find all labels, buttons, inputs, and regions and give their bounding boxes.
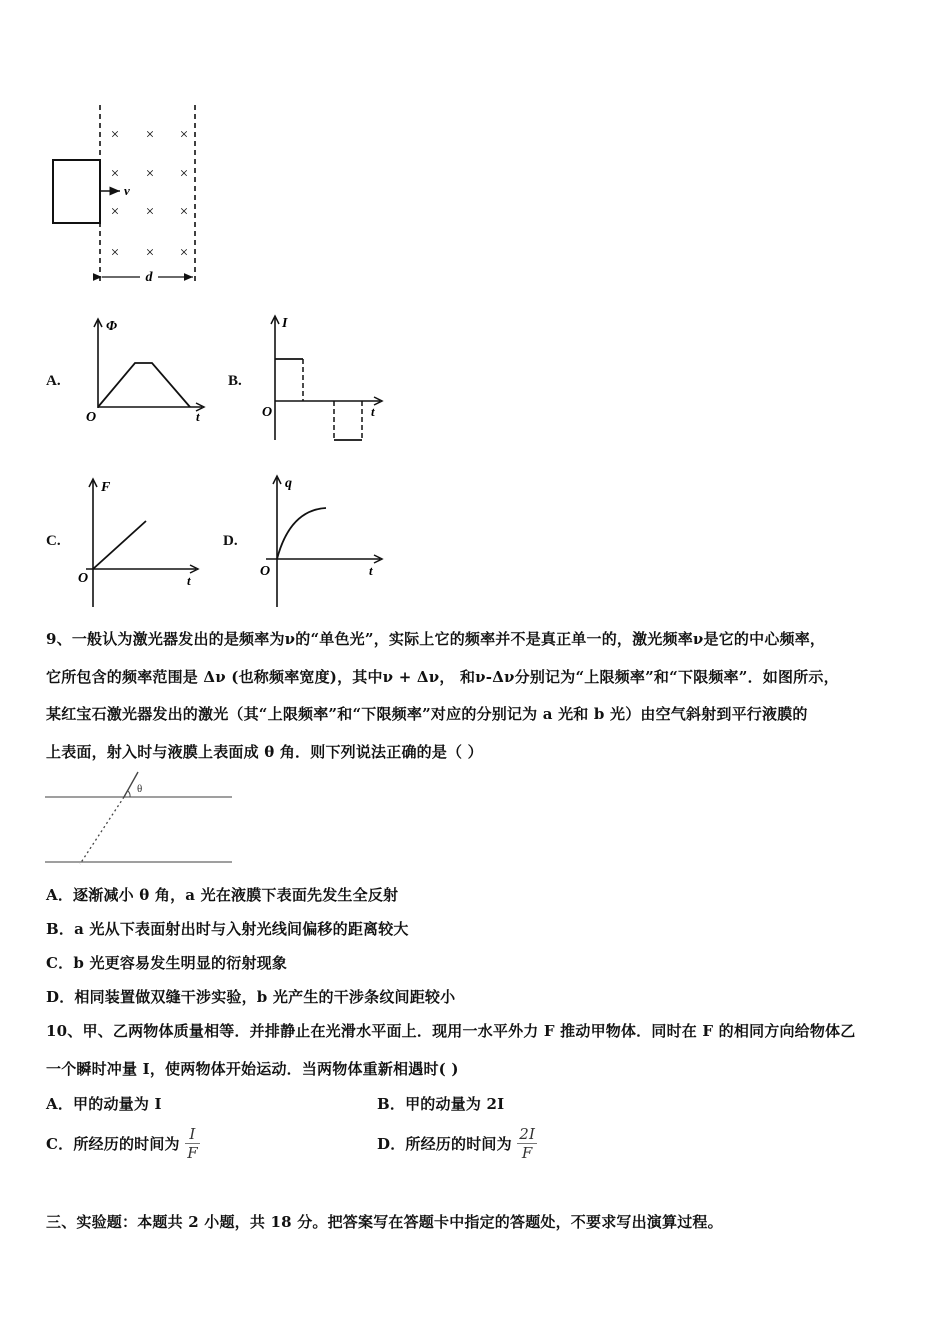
fraction-denominator: F xyxy=(187,1144,198,1162)
origin-label: O xyxy=(262,405,273,420)
field-mark: × xyxy=(110,127,120,143)
section-3-heading: 三、实验题：本题共 2 小题，共 18 分。把答案写在答题卡中指定的答题处，不要求写出演算过程。 xyxy=(46,1213,723,1231)
q10-option-a: A．甲的动量为 I xyxy=(46,1095,162,1113)
option-d-label: D. xyxy=(223,533,238,549)
q10-option-d xyxy=(377,1125,537,1162)
q9-line-2: 它所包含的频率范围是 Δν (也称频率宽度)，其中ν + Δν， 和ν-Δν分别记为“上限频率”和“下限频率”．如图所示， xyxy=(46,668,839,686)
fraction-2i-over-f xyxy=(517,1125,537,1162)
y-axis-label: I xyxy=(282,316,288,331)
q10-option-c-text: C．所经历的时间为 xyxy=(46,1135,180,1153)
q9-line-1: 9、一般认为激光器发出的是频率为ν的“单色光”，实际上它的频率并不是真正单一的，激光频率ν是它的中心频率， xyxy=(46,630,826,648)
q10-option-c xyxy=(46,1125,200,1162)
origin-label: O xyxy=(86,410,97,425)
graph-d xyxy=(258,472,388,610)
graph-c xyxy=(76,475,206,610)
option-c-label: C. xyxy=(46,533,61,549)
field-mark: × xyxy=(179,204,189,220)
liquid-film-figure xyxy=(40,768,240,868)
q9-line-4: 上表面，射入时与液膜上表面成 θ 角．则下列说法正确的是（ ） xyxy=(46,743,483,761)
x-axis-label: t xyxy=(187,573,191,588)
q9-option-a: A．逐渐减小 θ 角，a 光在液膜下表面先发生全反射 xyxy=(46,886,399,904)
fraction-numerator: 2I xyxy=(519,1125,536,1143)
fraction-numerator: I xyxy=(185,1125,200,1144)
field-mark: × xyxy=(110,204,120,220)
y-axis-label: Φ xyxy=(106,319,118,334)
origin-label: O xyxy=(260,564,271,579)
q10-line-2: 一个瞬时冲量 I，使两物体开始运动．当两物体重新相遇时( ) xyxy=(46,1060,459,1078)
field-mark: × xyxy=(179,127,189,143)
fraction-i-over-f xyxy=(185,1125,200,1162)
origin-label: O xyxy=(78,571,89,586)
field-mark: × xyxy=(145,245,155,261)
q9-option-c: C．b 光更容易发生明显的衍射现象 xyxy=(46,954,288,972)
x-axis-label: t xyxy=(371,404,375,419)
angle-label: θ xyxy=(137,783,143,795)
field-marks xyxy=(111,127,188,261)
y-axis-label: q xyxy=(285,476,292,491)
width-label: d xyxy=(145,270,153,285)
y-axis-label: F xyxy=(101,480,111,495)
field-mark: × xyxy=(179,245,189,261)
q10-line-1: 10、甲、乙两物体质量相等．并排静止在光滑水平面上．现用一水平外力 F 推动甲物体．同时在 F 的相同方向给物体乙 xyxy=(46,1022,856,1040)
field-mark: × xyxy=(110,166,120,182)
field-mark: × xyxy=(145,166,155,182)
q9-line-3: 某红宝石激光器发出的激光（其“上限频率”和“下限频率”对应的分别记为 a 光和 b 光）由空气斜射到平行液膜的 xyxy=(46,705,808,723)
field-mark: × xyxy=(145,127,155,143)
velocity-label: v xyxy=(124,183,130,198)
q9-option-d: D．相同装置做双缝干涉实验，b 光产生的干涉条纹间距较小 xyxy=(46,988,456,1006)
option-b-label: B. xyxy=(228,373,242,389)
q10-option-b: B．甲的动量为 2I xyxy=(377,1095,505,1113)
field-mark: × xyxy=(110,245,120,261)
x-axis-label: t xyxy=(196,409,200,424)
magnetic-field-figure xyxy=(40,100,210,290)
field-mark: × xyxy=(179,166,189,182)
option-a-label: A. xyxy=(46,373,61,389)
graph-b xyxy=(258,312,388,447)
field-mark: × xyxy=(145,204,155,220)
q9-option-b: B．a 光从下表面射出时与入射光线间偏移的距离较大 xyxy=(46,920,409,938)
x-axis-label: t xyxy=(369,563,373,578)
q10-option-d-text: D．所经历的时间为 xyxy=(377,1135,512,1153)
fraction-denominator: F xyxy=(521,1144,533,1162)
graph-a xyxy=(80,315,210,430)
